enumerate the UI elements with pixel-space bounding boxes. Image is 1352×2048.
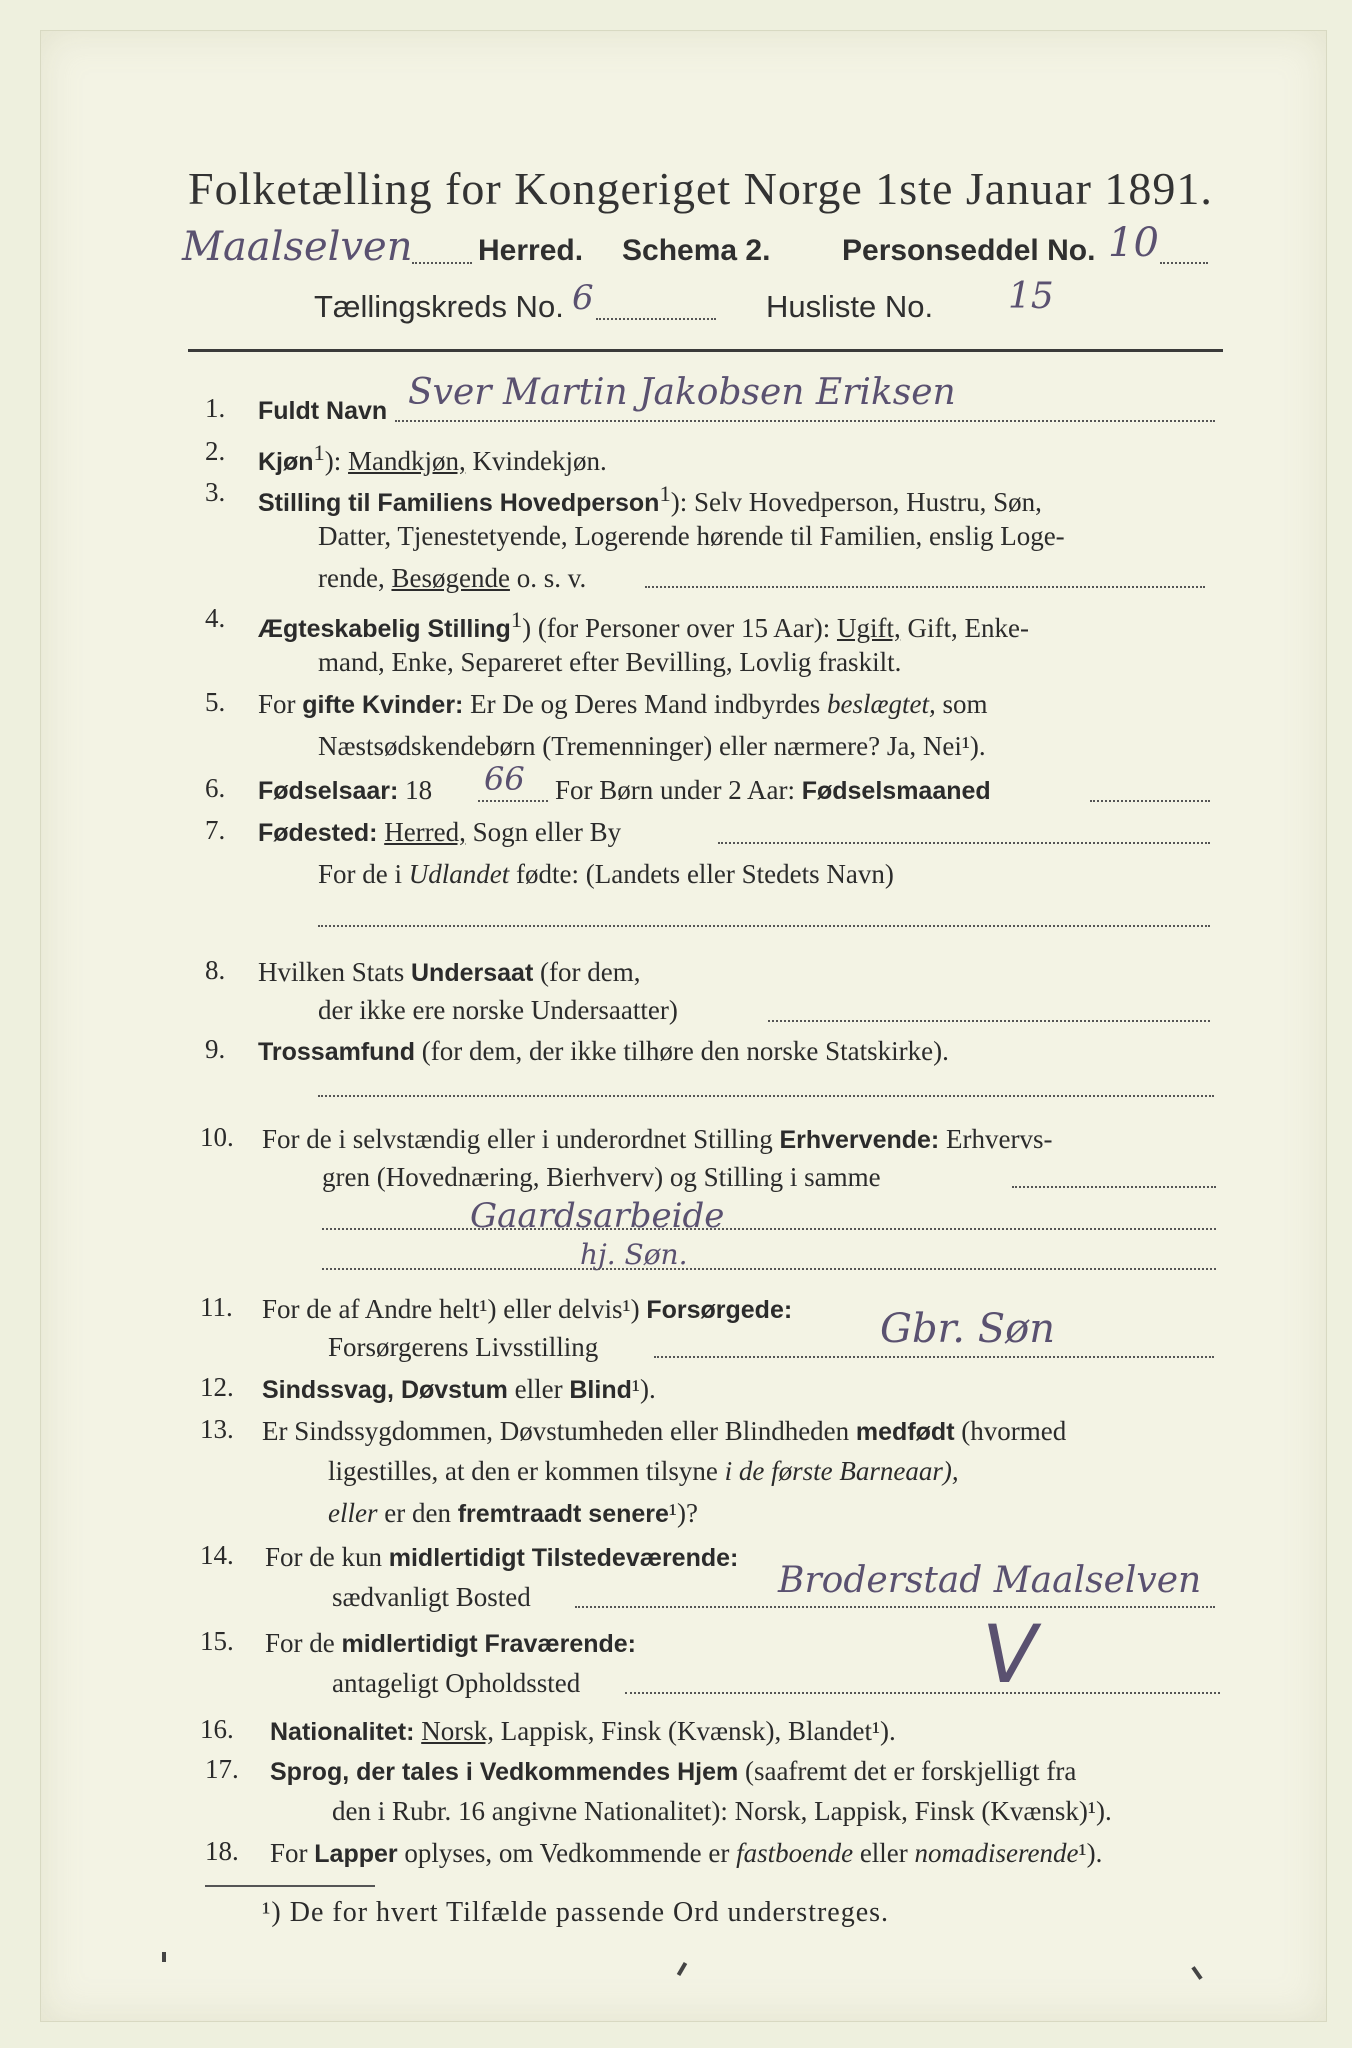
occupation-text: Erhvervs- [939,1124,1053,1154]
abroad-italic: Udlandet [408,859,510,889]
item-16-row [270,1714,896,1749]
occupation-label: Erhvervende: [779,1126,940,1154]
item-number: 6. [205,773,226,803]
occupation-dots-2 [322,1228,1216,1230]
occupation-dots-3 [322,1268,1216,1270]
nationality-selected: Norsk, [421,1716,494,1746]
herred-handwritten: Maalselven [182,224,413,270]
item-3-line2: Datter, Tjenestetyende, Logerende hørende til Familien, enslig Loge- [318,521,1065,551]
item-14-line2: sædvanligt Bosted [332,1582,531,1612]
item-7-row [258,815,621,850]
item-number: 2. [205,436,226,466]
supporter-dots [654,1356,1214,1358]
religion-dots [318,1095,1214,1097]
item-8-row [258,955,640,990]
stay-location-dots [625,1692,1220,1694]
birthplace-label: Fødested: [258,819,378,847]
scan-mark [162,1952,166,1962]
marital-status-selected: Ugift, [836,613,901,643]
schema-label: Schema 2. [622,234,771,267]
item-15-row [265,1626,636,1661]
item-9-row [258,1034,949,1069]
sami-settled: fastboende [736,1838,854,1868]
language-label: Sprog, der tales i Vedkommendes Hjem [270,1758,739,1786]
birthplace-selected: Herred, [384,817,466,847]
item-6-row [258,773,432,808]
stay-location-mark: V [973,1608,1045,1701]
temp-present-label: midlertidigt Tilstedeværende: [388,1544,739,1572]
item-number: 8. [205,955,226,985]
item-number: 15. [200,1626,234,1656]
item-10-row [262,1122,1052,1157]
sex-options-rest: Kvindekjøn. [465,446,607,476]
subject-dots [768,1020,1210,1022]
item-13-line2 [328,1454,959,1488]
congenital-rest: (hvormed [954,1416,1067,1446]
married-women-italic: beslægtet, [827,689,936,719]
marital-status-text: ) (for Personer over 15 Aar): [522,613,837,643]
sami-rest: ¹). [1078,1838,1103,1868]
subject-pre: Hvilken Stats [258,957,411,987]
congenital-line3c: ¹)? [668,1498,698,1528]
married-women-pre: For [258,689,303,719]
sex-selected: Mandkjøn, [348,446,466,476]
item-11-row [262,1292,792,1327]
disability-label: Sindssvag, Døvstum [262,1376,508,1404]
married-women-rest: som [935,689,988,719]
husliste-number: 15 [1008,276,1054,317]
occupation-dots-1 [1012,1186,1216,1188]
language-text: (saafremt det er forskjelligt fra [738,1756,1077,1786]
footnote: ¹) De for hvert Tilfælde passende Ord understreges. [262,1897,890,1928]
birth-year-label: Fødselsaar: [258,777,399,805]
family-position-selected: Besøgende [391,563,510,593]
item-number: 5. [205,687,226,717]
item-4-row: Ægteskabelig Stilling$^1$) (for Personer over 15 Aar): Ugift, Gift, Enke- [258,607,1029,643]
item-3-line3 [318,561,586,595]
congenital-line2a: ligestilles, at den er kommen tilsyne [328,1456,725,1486]
item-15-line2: antageligt Opholdssted [332,1668,581,1698]
supported-label: Forsørgede: [646,1296,793,1324]
item-3-row: Stilling til Familiens Hovedperson$^1$): Selv Hovedperson, Hustru, Søn, [258,481,1042,517]
congenital-label: medfødt [855,1418,955,1446]
item-7-line2 [318,857,894,891]
birthplace-rest: Sogn eller By [465,817,622,847]
item-number: 14. [200,1540,234,1570]
sex-text: ): [324,446,349,476]
item-13-row [262,1414,1066,1449]
full-name-dots [395,420,1215,422]
abroad-dots [318,925,1210,927]
marital-status-label: Ægteskabelig Stilling [258,615,511,643]
sami-text: oplyses, om Vedkommende er [397,1838,737,1868]
herred-dots [412,262,472,264]
sami-label: Lapper [314,1840,398,1868]
item-number: 4. [205,603,226,633]
item-number: 13. [200,1414,234,1444]
sami-pre: For [270,1838,315,1868]
item-4-line2: mand, Enke, Separeret efter Bevilling, Lovlig fraskilt. [318,647,902,677]
taellingskreds-label: Tællingskreds No. [314,289,564,324]
item-5-row [258,687,988,722]
header-rule [188,349,1223,352]
item-number: 1. [205,393,226,423]
birth-month-dots [1090,800,1210,802]
item-number: 18. [205,1836,239,1866]
full-name-value: Sver Martin Jakobsen Eriksen [408,372,956,413]
sex-label: Kjøn [258,448,314,476]
item-18-row [270,1836,1102,1871]
congenital-line2-italic: i de første Barneaar), [724,1456,959,1486]
birth-year-prefix: 18 [398,775,433,805]
item-number: 16. [200,1714,234,1744]
form-title: Folketælling for Kongeriget Norge 1ste Januar 1891. [188,163,1213,214]
temp-absent-label: midlertidigt Fraværende: [341,1630,636,1658]
sami-mid: eller [853,1838,915,1868]
abroad-pre: For de i [318,859,409,889]
herred-label: Herred. [478,234,584,267]
marital-status-rest: Gift, Enke- [900,613,1029,643]
usual-residence-dots [575,1606,1215,1608]
under-two-text: For Børn under 2 Aar: [555,775,802,805]
disability-text: eller [507,1374,570,1404]
blind-label: Blind [569,1376,632,1404]
married-women-text: Er De og Deres Mand indbyrdes [463,689,828,719]
birth-month-label: Fødselsmaaned [801,777,991,805]
nationality-label: Nationalitet: [270,1718,415,1746]
item-number: 12. [200,1372,234,1402]
occupation-value: Gaardsarbeide [470,1196,725,1236]
nationality-rest: Lappisk, Finsk (Kvænsk), Blandet¹). [493,1716,896,1746]
sami-nomadic: nomadiserende [914,1838,1079,1868]
congenital-line3a: er den [377,1498,458,1528]
taellingskreds-dots [596,318,716,320]
subject-text: (for dem, [533,957,641,987]
married-women-label: gifte Kvinder: [302,691,464,719]
usual-residence-value: Broderstad Maalselven [778,1560,1202,1601]
item-17-row [270,1754,1076,1789]
personseddel-dots [1160,262,1208,264]
family-position-dots [645,586,1205,588]
family-position-line3a: rende, [318,563,392,593]
item-2-row: Kjøn$^1$): Mandkjøn, Kvindekjøn. [258,440,607,476]
later-onset-label: fremtraadt senere [457,1500,669,1528]
temp-absent-pre: For de [265,1628,342,1658]
footnote-rule [205,1885,375,1887]
subject-label: Undersaat [411,959,534,987]
religion-text: (for dem, der ikke tilhøre den norske Statskirke). [414,1036,949,1066]
family-position-line3b: o. s. v. [509,563,587,593]
item-8-line2: der ikke ere norske Undersaatter) [318,995,678,1025]
husliste-label: Husliste No. [766,289,934,324]
item-number: 3. [205,477,226,507]
item-10-line2: gren (Hovednæring, Bierhverv) og Stilling i samme [322,1162,881,1192]
item-number: 9. [205,1034,226,1064]
birth-year-value: 66 [484,760,525,798]
item-11-line2: Forsørgerens Livsstilling [328,1332,599,1362]
temp-present-pre: For de kun [265,1542,389,1572]
occupation-pre: For de i selvstændig eller i underordnet Stilling [262,1124,780,1154]
congenital-text: Er Sindssygdommen, Døvstumheden eller Blindheden [262,1416,856,1446]
religion-label: Trossamfund [258,1038,415,1066]
item-number: 10. [200,1122,234,1152]
item-12-row [262,1372,656,1407]
item-number: 17. [205,1754,239,1784]
item-number: 7. [205,815,226,845]
supported-pre: For de af Andre helt¹) eller delvis¹) [262,1294,647,1324]
abroad-rest: fødte: (Landets eller Stedets Navn) [509,859,894,889]
item-number: 11. [200,1292,233,1322]
item-1-row [258,393,387,428]
item-5-line2: Næstsødskendebørn (Tremenninger) eller nærmere? Ja, Nei¹). [318,731,986,761]
item-17-line2: den i Rubr. 16 angivne Nationalitet): Norsk, Lappisk, Finsk (Kvænsk)¹). [332,1796,1112,1826]
disability-rest: ¹). [631,1374,656,1404]
item-14-row [265,1540,738,1575]
birth-year-dots [478,800,548,802]
family-position-label: Stilling til Familiens Hovedperson [258,489,660,517]
family-position-options: ): Selv Hovedperson, Hustru, Søn, [670,487,1042,517]
supporter-value: Gbr. Søn [880,1306,1055,1352]
birthplace-dots [718,842,1210,844]
occupation-value-2: hj. Søn. [580,1238,688,1271]
item-13-line3 [328,1496,698,1531]
personseddel-label: Personseddel No. [842,234,1096,267]
personseddel-number: 10 [1108,220,1159,266]
congenital-line3-italic: eller [328,1498,378,1528]
taellingskreds-number: 6 [572,278,594,318]
full-name-label: Fuldt Navn [258,397,388,425]
item-6-under-two [555,773,991,808]
